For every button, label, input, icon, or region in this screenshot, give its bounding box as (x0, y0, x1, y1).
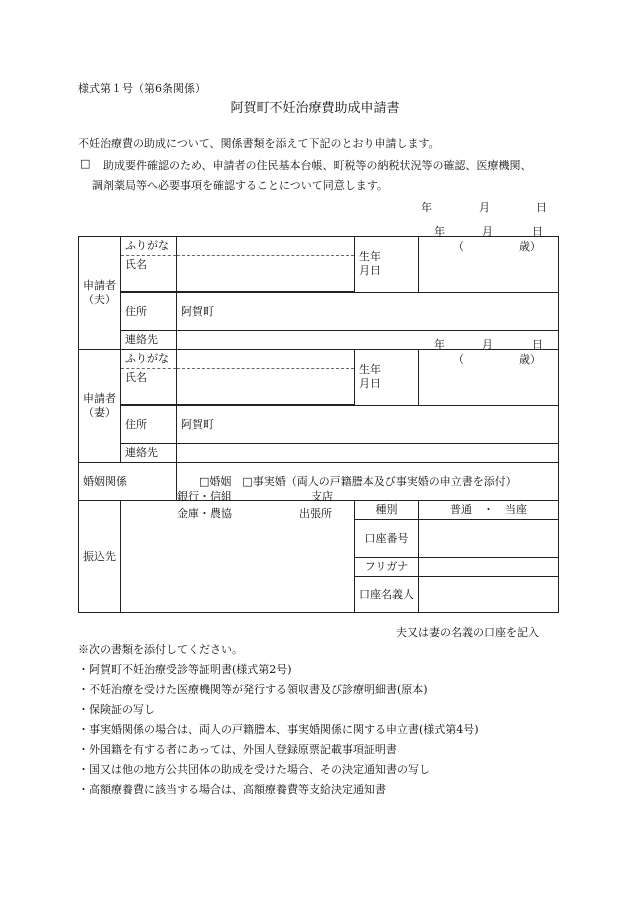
furigana-label: ふりがな (121, 237, 177, 256)
account-type-label: 種別 (355, 501, 419, 520)
account-number-label: 口座番号 (355, 520, 419, 558)
address-label: 住所 (121, 293, 177, 331)
attachment-item: ・保険証の写し (78, 703, 155, 716)
name-label: 氏名 (121, 256, 177, 292)
consent-text-1: 助成要件確認のため、申請者の住民基本台帳、町税等の納税状況等の確認、医療機関、 (103, 159, 532, 172)
furigana-kana-label: フリガナ (355, 558, 419, 577)
attachment-item: ・国又は他の地方公共団体の助成を受けた場合、その決定通知書の写し (78, 763, 430, 776)
account-type-value[interactable]: 普通 ・ 当座 (419, 501, 559, 520)
date-year: 年 (421, 201, 432, 214)
husband-dob-field[interactable]: 年 月 日 （ 歳） (419, 237, 559, 292)
husband-contact-field[interactable] (177, 331, 559, 350)
wife-label: 申請者 （妻） (79, 350, 121, 463)
dob-label: 生年 月日 (355, 237, 419, 292)
date-day: 日 (536, 201, 547, 214)
marriage-options[interactable]: □婚姻 □事実婚（両人の戸籍謄本及び事実婚の申立書を添付） (177, 463, 559, 501)
intro-text: 不妊治療費の助成について、関係書類を添えて下記のとおり申請します。 (78, 137, 440, 150)
consent-checkbox[interactable]: □ (80, 157, 91, 170)
attachment-item: ・阿賀町不妊治療受診等証明書(様式第2号) (78, 663, 292, 676)
form-number: 様式第１号（第6条関係） (78, 82, 206, 95)
account-holder-field[interactable] (419, 577, 559, 613)
contact-label: 連絡先 (121, 331, 177, 350)
name-label: 氏名 (121, 369, 177, 405)
dob-label: 生年 月日 (355, 350, 419, 405)
wife-dob-field[interactable]: 年 月 日 （ 歳） (419, 350, 559, 405)
attachment-item: ・外国籍を有する者にあっては、外国人登録原票記載事項証明書 (78, 743, 397, 756)
husband-furigana-field[interactable] (177, 237, 355, 256)
contact-label: 連絡先 (121, 444, 177, 463)
husband-label: 申請者 （夫） (79, 237, 121, 350)
consent-text-2: 調剤薬局等へ必要事項を確認することについて同意します。 (92, 179, 388, 192)
address-label: 住所 (121, 406, 177, 444)
transfer-label: 振込先 (79, 501, 121, 613)
bank-field[interactable]: 銀行・信組 金庫・農協 支店 出張所 (121, 501, 355, 613)
attachment-item: ・高額療養費に該当する場合は、高額療養費等支給決定通知書 (78, 783, 386, 796)
page-title: 阿賀町不妊治療費助成申請書 (230, 101, 400, 116)
furigana-label: ふりがな (121, 350, 177, 369)
date-month: 月 (479, 201, 490, 214)
holder-kana-field[interactable] (419, 558, 559, 577)
account-holder-label: 口座名義人 (355, 577, 419, 613)
marriage-label: 婚姻関係 (79, 463, 177, 501)
wife-name-field[interactable] (177, 369, 355, 405)
wife-furigana-field[interactable] (177, 350, 355, 369)
husband-name-field[interactable] (177, 256, 355, 292)
husband-address-field[interactable]: 阿賀町 (177, 293, 559, 331)
wife-address-field[interactable]: 阿賀町 (177, 406, 559, 444)
attachment-item: ・不妊治療を受けた医療機関等が発行する領収書及び診療明細書(原本) (78, 683, 428, 696)
application-table (78, 225, 559, 613)
account-note: 夫又は妻の名義の口座を記入 (396, 626, 539, 639)
attach-header: ※次の書類を添付してください。 (78, 643, 243, 656)
account-number-field[interactable] (419, 520, 559, 558)
attachment-item: ・事実婚関係の場合は、両人の戸籍謄本、事実婚関係に関する申立書(様式第4号) (78, 723, 479, 736)
wife-contact-field[interactable] (177, 444, 559, 463)
